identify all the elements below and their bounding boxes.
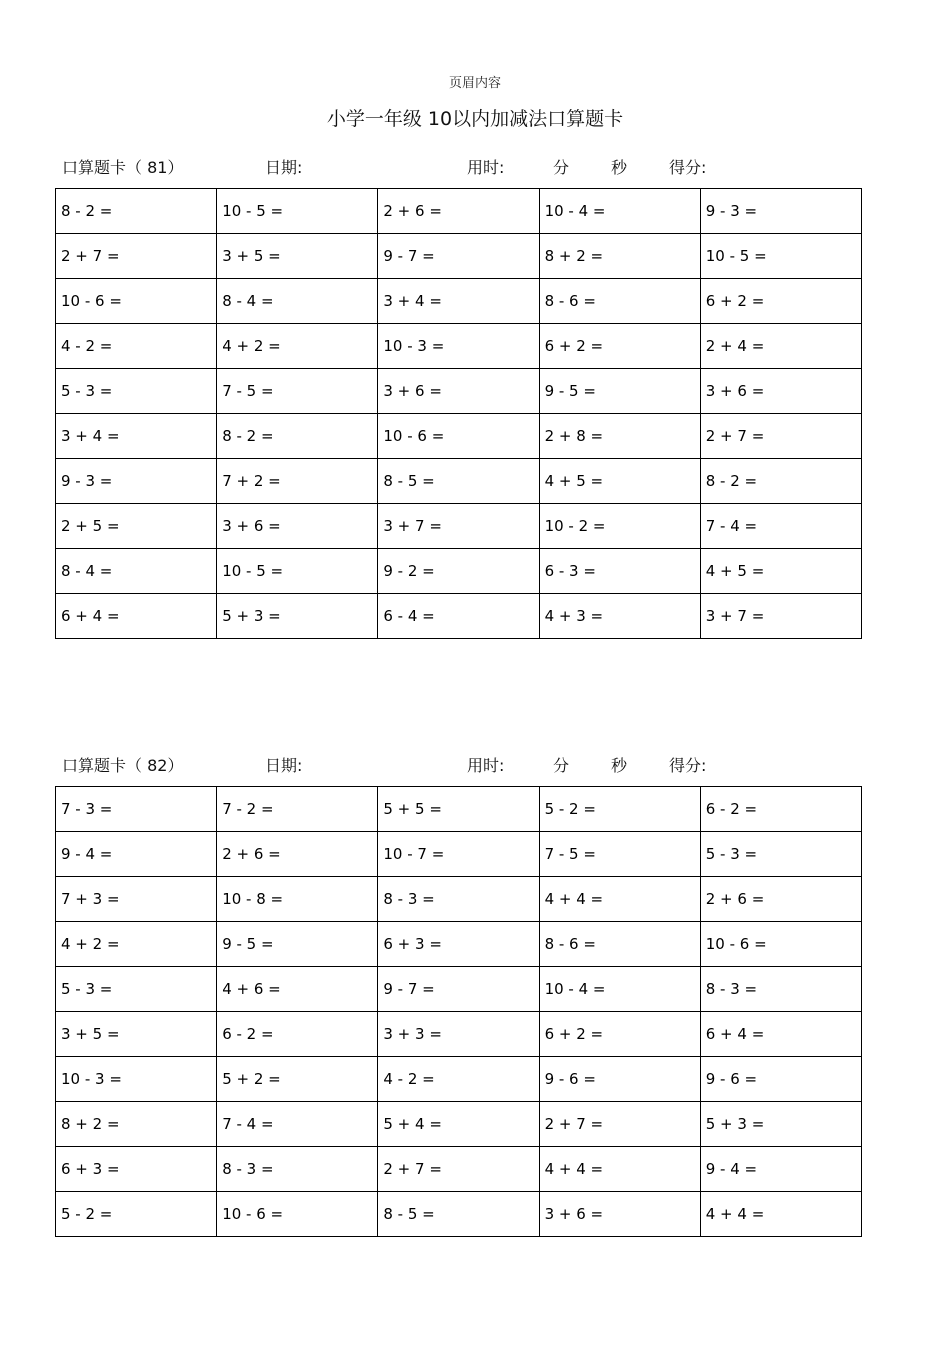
problem-cell: 7 - 4 =	[217, 1102, 378, 1147]
problem-cell: 3 + 4 =	[56, 414, 217, 459]
problem-cell: 6 - 2 =	[217, 1012, 378, 1057]
problem-cell: 5 + 2 =	[217, 1057, 378, 1102]
problem-grid-82	[55, 786, 862, 1237]
date-label: 日期:	[265, 158, 303, 177]
problem-cell: 8 + 2 =	[539, 234, 700, 279]
problem-cell: 8 - 2 =	[700, 459, 861, 504]
minute-label: 分	[553, 158, 570, 177]
problem-cell: 10 - 4 =	[539, 967, 700, 1012]
problem-cell: 7 - 3 =	[56, 787, 217, 832]
problem-cell: 4 + 2 =	[56, 922, 217, 967]
problem-cell: 8 - 3 =	[378, 877, 539, 922]
problem-cell: 2 + 5 =	[56, 504, 217, 549]
table-row	[56, 832, 862, 877]
problem-cell: 8 - 2 =	[217, 414, 378, 459]
problem-cell: 7 - 4 =	[700, 504, 861, 549]
problem-cell: 7 - 5 =	[539, 832, 700, 877]
problem-cell: 3 + 4 =	[378, 279, 539, 324]
table-row	[56, 967, 862, 1012]
problem-cell: 5 - 2 =	[56, 1192, 217, 1237]
score-label: 得分:	[669, 158, 707, 177]
problem-cell: 6 - 3 =	[539, 549, 700, 594]
problem-cell: 4 + 6 =	[217, 967, 378, 1012]
problem-cell: 10 - 5 =	[217, 189, 378, 234]
problem-cell: 8 - 5 =	[378, 459, 539, 504]
problem-cell: 3 + 7 =	[700, 594, 861, 639]
problem-cell: 4 + 4 =	[700, 1192, 861, 1237]
time-label: 用时:	[467, 158, 505, 177]
problem-cell: 2 + 6 =	[217, 832, 378, 877]
problem-cell: 6 + 2 =	[700, 279, 861, 324]
problem-cell: 10 - 6 =	[56, 279, 217, 324]
problem-cell: 6 + 4 =	[700, 1012, 861, 1057]
problem-cell: 5 + 4 =	[378, 1102, 539, 1147]
problem-cell: 8 - 3 =	[217, 1147, 378, 1192]
problem-cell: 9 - 5 =	[217, 922, 378, 967]
problem-cell: 10 - 3 =	[378, 324, 539, 369]
table-row	[56, 324, 862, 369]
problem-cell: 3 + 6 =	[539, 1192, 700, 1237]
problem-cell: 3 + 3 =	[378, 1012, 539, 1057]
problem-cell: 3 + 7 =	[378, 504, 539, 549]
problem-cell: 10 - 6 =	[217, 1192, 378, 1237]
problem-cell: 5 - 3 =	[56, 369, 217, 414]
page-header: 页眉内容	[448, 76, 501, 91]
table-row	[56, 877, 862, 922]
problem-cell: 9 - 7 =	[378, 967, 539, 1012]
table-row	[56, 1147, 862, 1192]
problem-cell: 10 - 4 =	[539, 189, 700, 234]
problem-cell: 5 + 3 =	[217, 594, 378, 639]
problem-cell: 4 + 5 =	[700, 549, 861, 594]
problem-cell: 10 - 2 =	[539, 504, 700, 549]
table-row	[56, 1192, 862, 1237]
problem-cell: 5 - 3 =	[700, 832, 861, 877]
table-row	[56, 1057, 862, 1102]
problem-cell: 8 - 6 =	[539, 922, 700, 967]
problem-cell: 2 + 6 =	[378, 189, 539, 234]
problem-cell: 8 - 6 =	[539, 279, 700, 324]
problem-cell: 6 + 2 =	[539, 1012, 700, 1057]
problem-cell: 10 - 5 =	[700, 234, 861, 279]
table-row	[56, 504, 862, 549]
problem-cell: 3 + 6 =	[378, 369, 539, 414]
problem-cell: 6 + 3 =	[56, 1147, 217, 1192]
problem-cell: 4 + 5 =	[539, 459, 700, 504]
problem-cell: 7 - 2 =	[217, 787, 378, 832]
problem-cell: 4 + 4 =	[539, 1147, 700, 1192]
page-title: 小学一年级 10以内加减法口算题卡	[326, 108, 624, 130]
problem-cell: 4 - 2 =	[378, 1057, 539, 1102]
problem-cell: 8 - 5 =	[378, 1192, 539, 1237]
problem-cell: 10 - 6 =	[700, 922, 861, 967]
table-row	[56, 369, 862, 414]
problem-cell: 4 + 4 =	[539, 877, 700, 922]
problem-cell: 8 - 4 =	[217, 279, 378, 324]
score-label: 得分:	[669, 756, 707, 775]
second-label: 秒	[611, 158, 628, 177]
problem-cell: 2 + 7 =	[539, 1102, 700, 1147]
problem-cell: 8 + 2 =	[56, 1102, 217, 1147]
table-row	[56, 234, 862, 279]
problem-cell: 9 - 4 =	[700, 1147, 861, 1192]
problem-cell: 10 - 5 =	[217, 549, 378, 594]
problem-cell: 4 + 3 =	[539, 594, 700, 639]
problem-cell: 2 + 7 =	[56, 234, 217, 279]
problem-cell: 6 + 2 =	[539, 324, 700, 369]
problem-cell: 6 + 4 =	[56, 594, 217, 639]
problem-cell: 4 + 2 =	[217, 324, 378, 369]
table-row	[56, 549, 862, 594]
table-row	[56, 1012, 862, 1057]
problem-cell: 2 + 6 =	[700, 877, 861, 922]
problem-cell: 3 + 6 =	[700, 369, 861, 414]
problem-cell: 8 - 4 =	[56, 549, 217, 594]
problem-cell: 9 - 6 =	[700, 1057, 861, 1102]
problem-cell: 6 + 3 =	[378, 922, 539, 967]
problem-cell: 9 - 4 =	[56, 832, 217, 877]
problem-cell: 4 - 2 =	[56, 324, 217, 369]
problem-cell: 7 + 3 =	[56, 877, 217, 922]
problem-cell: 7 - 5 =	[217, 369, 378, 414]
minute-label: 分	[553, 756, 570, 775]
problem-cell: 5 + 5 =	[378, 787, 539, 832]
table-row	[56, 414, 862, 459]
problem-cell: 10 - 6 =	[378, 414, 539, 459]
problem-cell: 2 + 8 =	[539, 414, 700, 459]
problem-cell: 3 + 6 =	[217, 504, 378, 549]
second-label: 秒	[611, 756, 628, 775]
card-label: 口算题卡（ 81）	[62, 158, 184, 177]
problem-cell: 9 - 6 =	[539, 1057, 700, 1102]
time-label: 用时:	[467, 756, 505, 775]
problem-cell: 9 - 7 =	[378, 234, 539, 279]
problem-cell: 2 + 4 =	[700, 324, 861, 369]
problem-cell: 9 - 5 =	[539, 369, 700, 414]
problem-cell: 6 - 2 =	[700, 787, 861, 832]
table-row	[56, 279, 862, 324]
problem-cell: 8 - 2 =	[56, 189, 217, 234]
table-row	[56, 922, 862, 967]
problem-cell: 8 - 3 =	[700, 967, 861, 1012]
table-row	[56, 787, 862, 832]
table-row	[56, 189, 862, 234]
problem-cell: 5 + 3 =	[700, 1102, 861, 1147]
date-label: 日期:	[265, 756, 303, 775]
problem-cell: 9 - 2 =	[378, 549, 539, 594]
problem-cell: 2 + 7 =	[700, 414, 861, 459]
problem-cell: 10 - 7 =	[378, 832, 539, 877]
table-row	[56, 459, 862, 504]
problem-cell: 10 - 8 =	[217, 877, 378, 922]
problem-cell: 7 + 2 =	[217, 459, 378, 504]
problem-grid-81	[55, 188, 862, 639]
problem-cell: 10 - 3 =	[56, 1057, 217, 1102]
problem-cell: 5 - 2 =	[539, 787, 700, 832]
problem-cell: 5 - 3 =	[56, 967, 217, 1012]
card-label: 口算题卡（ 82）	[62, 756, 184, 775]
table-row	[56, 1102, 862, 1147]
problem-cell: 3 + 5 =	[217, 234, 378, 279]
problem-cell: 6 - 4 =	[378, 594, 539, 639]
problem-cell: 3 + 5 =	[56, 1012, 217, 1057]
problem-cell: 9 - 3 =	[56, 459, 217, 504]
table-row	[56, 594, 862, 639]
problem-cell: 2 + 7 =	[378, 1147, 539, 1192]
problem-cell: 9 - 3 =	[700, 189, 861, 234]
